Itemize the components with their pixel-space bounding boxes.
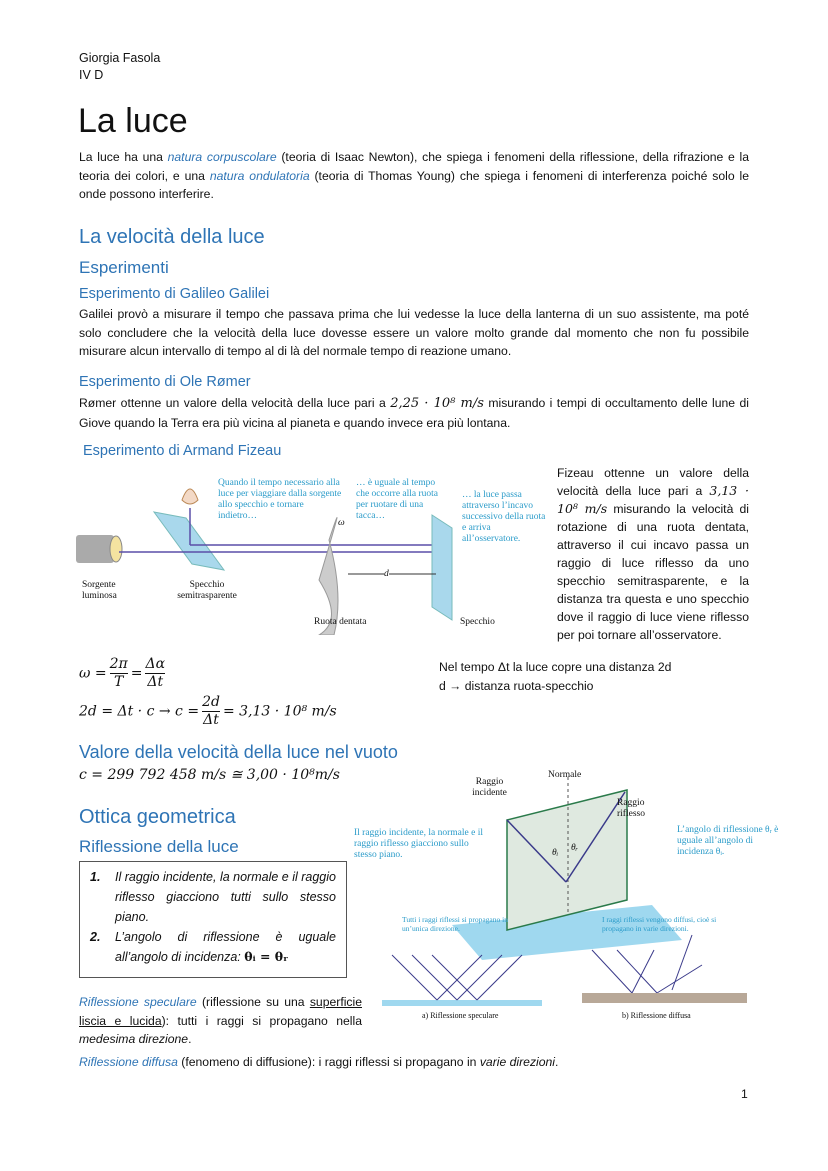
numerator: 2π: [109, 656, 128, 672]
formula-part: = 3,13 · 10⁸ m/s: [222, 703, 337, 720]
caption-1: Quando il tempo necessario alla luce per viaggiare dalla sorgente allo specchio e tornare indietro…: [218, 478, 342, 521]
label-incident: Raggio incidente: [472, 777, 507, 798]
theta-i: θᵢ: [552, 848, 559, 858]
denominator: Δt: [203, 712, 219, 728]
text: (fenomeno di diffusione): i raggi riflessi si propagano in: [177, 1055, 480, 1069]
highlight: Riflessione diffusa: [79, 1055, 178, 1069]
label-reflected: Raggio riflesso: [617, 798, 645, 819]
heading-galileo: Esperimento di Galileo Galilei: [79, 286, 270, 302]
highlight: Riflessione speculare: [79, 995, 197, 1009]
heading-esperimenti: Esperimenti: [79, 258, 169, 277]
highlight: natura ondulatoria: [209, 168, 310, 183]
formula-c: [79, 694, 337, 729]
text: misurando la velocità di rotazione di una ruota dentata, attraverso il cui incavo passa un raggio di luce riflesso da uno specchio semitrasparente, e la distanza tra questa e uno specchio dove il raggio di luce viene riflesso per poi tornare all’osservatore.: [557, 502, 749, 642]
d-label: d: [384, 569, 389, 579]
caption-specular: Tutti i raggi riflessi si propagano in un’unica direzione.: [402, 915, 508, 933]
author: Giorgia Fasola: [79, 51, 161, 65]
highlight: natura corpuscolare: [167, 150, 277, 164]
formula-omega: [79, 656, 168, 691]
law-item: [90, 867, 336, 927]
label-mirror: Specchio: [460, 617, 495, 627]
heading-riflessione: Riflessione della luce: [79, 837, 239, 856]
caption-2: … è uguale al tempo che occorre alla ruota per ruotare di una tacca…: [356, 478, 439, 521]
underlined: superficie liscia e lucida: [79, 995, 362, 1028]
text: Fizeau ottenne un valore della velocità della luce pari a: [557, 466, 749, 498]
note: Nel tempo Δt la luce copre una distanza 2d: [439, 660, 672, 674]
text: misurando i tempi di occultamento delle lune di Giove quando la Terra era più vicina al pianeta e quando invece era più lontana.: [79, 396, 749, 430]
class: IV D: [79, 68, 104, 82]
text: ): tutti i raggi si propagano nella: [161, 1013, 362, 1028]
numerator: Δα: [145, 656, 166, 672]
formula-vuoto: c = 299 792 458 m/s ≅ 3,00 · 10⁸m/s: [79, 767, 340, 783]
law-number: 2.: [90, 930, 101, 944]
caption-3: … la luce passa attraverso l’incavo successivo della ruota e arriva all’osservatore.: [462, 490, 546, 544]
label-semi: Specchio semitrasparente: [177, 580, 237, 601]
header: [79, 50, 160, 84]
value: 3,13 · 10⁸ m/s: [557, 483, 749, 516]
formula-part: =: [130, 665, 143, 682]
fizeau-notes: [439, 658, 671, 696]
text: (riflessione su una: [196, 995, 310, 1009]
text: (teoria di Thomas Young) che spiega i fenomeni di interferenza poiché solo le onde possono interferire.: [79, 168, 750, 201]
law-text: Il raggio incidente, la normale e il raggio riflesso giacciono tutti sullo stesso piano.: [115, 870, 336, 924]
heading-vuoto: Valore della velocità della luce nel vuoto: [79, 742, 398, 762]
reflection-diagram: [352, 765, 792, 1025]
theta-r: θᵣ: [571, 843, 579, 853]
fizeau-figure: [74, 470, 549, 635]
caption-b: b) Riflessione diffusa: [622, 1011, 691, 1020]
text: (teoria di Isaac Newton), che spiega i fenomeni della riflessione, della rifrazione e la teoria dei colori, e una: [79, 150, 749, 183]
text: Rømer ottenne un valore della velocità della luce pari a: [79, 396, 391, 410]
law-text: L’angolo di riflessione è uguale all’angolo di incidenza:: [115, 930, 336, 964]
heading-fizeau: Esperimento di Armand Fizeau: [83, 443, 282, 459]
page-number: 1: [741, 1087, 748, 1101]
formula-part: ω =: [79, 665, 107, 682]
roemer-text: [79, 394, 749, 432]
text: .: [555, 1055, 559, 1069]
heading-roemer: Esperimento di Ole Rømer: [79, 374, 251, 390]
intro-paragraph: [79, 148, 749, 204]
galileo-text: Galilei provò a misurare il tempo che passava prima che lui vedesse la luce della lanterna di un suo assistente, ma poté solo concludere che la velocità della luce dovesse essere un valore molto grande dal momento che non fu possibile misurare alcun intervallo di tempo al di là del normale tempo di reazione umano.: [79, 307, 749, 358]
reflection-figure: [352, 765, 792, 1025]
caption-a: a) Riflessione speculare: [422, 1011, 499, 1020]
law-number: 1.: [90, 870, 101, 884]
law-formula: θᵢ = θᵣ: [244, 949, 289, 964]
text: .: [188, 1032, 192, 1046]
note: d → distanza ruota-specchio: [439, 679, 594, 693]
law-item: [90, 927, 336, 967]
value: 2,25 · 10⁸ m/s: [390, 396, 484, 411]
denominator: T: [113, 674, 124, 690]
heading-velocita: La velocità della luce: [79, 226, 265, 248]
omega-label: ω: [338, 518, 345, 528]
label-normal: Normale: [548, 770, 582, 780]
laws-box: [79, 861, 347, 978]
specular-text: [79, 993, 362, 1049]
heading-ottica: Ottica geometrica: [79, 806, 236, 828]
label-source: Sorgente luminosa: [82, 580, 117, 601]
italic: medesima direzione: [79, 1032, 189, 1046]
diffuse-text: [79, 1053, 749, 1072]
italic: varie direzioni: [479, 1055, 556, 1069]
numerator: 2d: [202, 694, 220, 710]
caption-angle: L’angolo di riflessione θᵣ è uguale all’angolo di incidenza θᵢ.: [677, 825, 779, 857]
fizeau-text: [557, 464, 749, 644]
label-wheel: Ruota dentata: [314, 617, 367, 627]
text: La luce ha una: [79, 150, 168, 164]
caption-diffuse: I raggi riflessi vengono diffusi, cioè si propagano in varie direzioni.: [602, 915, 717, 933]
denominator: Δt: [147, 674, 164, 690]
caption-plane: Il raggio incidente, la normale e il raggio riflesso giacciono sullo stesso piano.: [354, 828, 483, 860]
formula-part: 2d = Δt · c → c =: [79, 703, 200, 720]
page-title: La luce: [78, 102, 188, 140]
